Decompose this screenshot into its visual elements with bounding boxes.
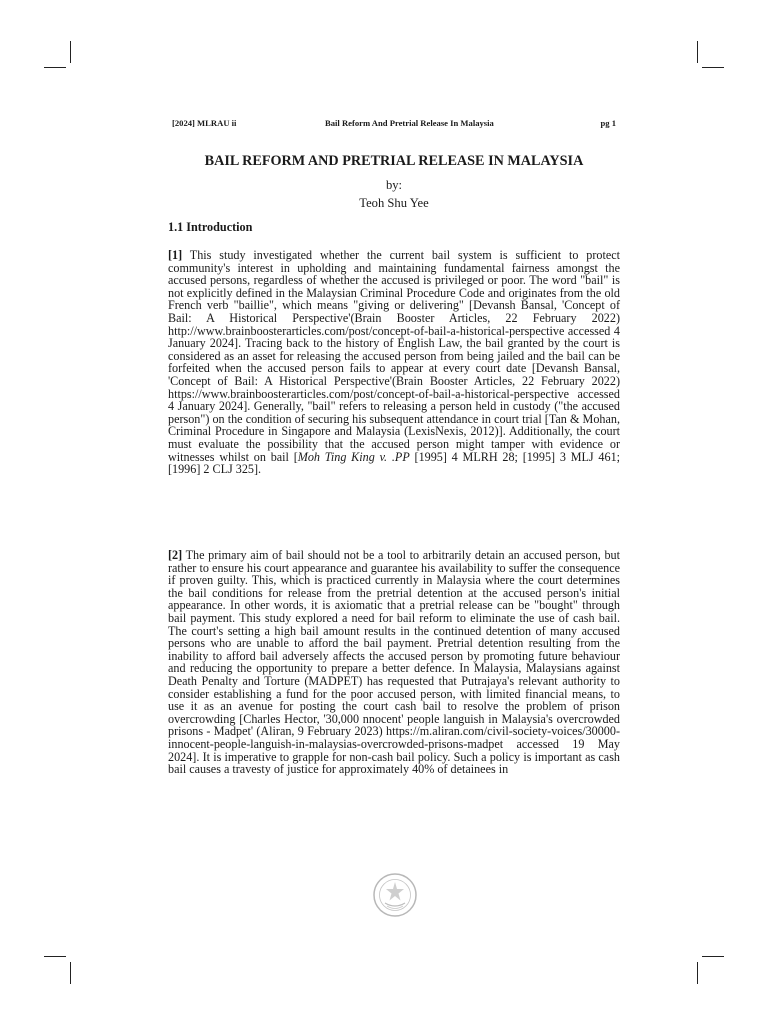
running-header (172, 118, 616, 132)
court-seal-icon (372, 872, 418, 918)
paragraph-text-end: [1995] 4 MLRH 28; [1995] 3 MLJ 461; [1996] 2 CLJ 325]. (168, 449, 621, 477)
section-heading: 1.1 Introduction (168, 220, 253, 234)
crop-mark-bottom-left-h (44, 956, 66, 957)
case-citation-name: Moh Ting King v. .PP (297, 449, 410, 464)
paragraph-text: This study investigated whether the current bail system is sufficient to protect community's interest in upholding and maintaining fundamental fairness amongst the accused persons, regardless of whether the accused is privileged or poor. The word "bail" is not explicitly defined in the Malaysian Criminal Procedure Code and originates from the old French verb "baillie", which means "giving or delivering" [Devansh Bansal, 'Concept of Bail: A Historical Perspective'(Brain Booster Articles, 22 February 2022) http://www.brainboosterarticles.com/post/concept-of-bail-a-historical-perspective accessed 4 January 2024]. Tracing back to the history of English Law, the bail granted by the court is considered as an asset for releasing the accused person from being jailed and the bail can be forfeited when the accused person fails to appear at every court date [Devansh Bansal, 'Concept of Bail: A Historical Perspective'(Brain Booster Articles, 22 February 2022) https://www.brainboosterarticles.com/post/concept-of-bail-a-historical-perspective accessed 4 January 2024]. Generally, "bail" refers to releasing a person held in custody ("the accused person") on the condition of securing his subsequent attendance in court trial [Tan & Mohan, Criminal Procedure in Singapore and Malaysia (LexisNexis, 2012)]. Additionally, the court must evaluate the possibility that the accused person might tamper with evidence or witnesses whilst on bail [ (168, 248, 620, 464)
crop-mark-top-left-h (44, 67, 66, 68)
header-title: Bail Reform And Pretrial Release In Malaysia (325, 118, 494, 128)
article-title: BAIL REFORM AND PRETRIAL RELEASE IN MALAYSIA (204, 153, 584, 169)
paragraph-number: [1] (168, 248, 183, 262)
crop-mark-top-left-v (70, 41, 71, 63)
crop-mark-bottom-right-v (697, 962, 698, 984)
paragraph-text: The primary aim of bail should not be a tool to arbitrarily detain an accused person, but rather to ensure his court appearance and guarantee his availability to suffer the consequence if proven guilty. This, which is practiced currently in Malaysia where the court determines the bail conditions for release from the pretrial detention at the accused person's initial appearance. In other words, it is axiomatic that a pretrial release can be "bought" through bail payment. This study explored a need for bail reform to eliminate the use of cash bail. The court's setting a high bail amount results in the continued detention of many accused persons who are unable to afford the bail payment. Pretrial detention resulting from the inability to afford bail adversely affects the accused person by promoting future behaviour and reducing the opportunity to prepare a better defence. In Malaysia, Malaysians against Death Penalty and Torture (MADPET) has requested that Putrajaya's relevant authority to consider establishing a fund for the poor accused person, with limited financial means, to use it as an avenue for posting the court cash bail to resolve the problem of prison overcrowding [Charles Hector, '30,000 nnocent' people languish in Malaysia's overcrowded prisons - Madpet' (Aliran, 9 February 2023) https://m.aliran.com/civil-society-voices/30000-innocent-people-languish-in-malaysias-overcrowded-prisons-madpet accessed 19 May 2024]. It is imperative to grapple for non-cash bail policy. Such a policy is important as cash bail causes a travesty of justice for approximately 40% of detainees in (168, 548, 620, 777)
crop-mark-top-right-v (697, 41, 698, 63)
crop-mark-bottom-left-v (70, 962, 71, 984)
crop-mark-bottom-right-h (702, 956, 724, 957)
author-name: Teoh Shu Yee (359, 196, 429, 210)
header-citation: [2024] MLRAU ii (172, 118, 237, 128)
header-page-number: pg 1 (600, 118, 616, 128)
paragraph-2 (168, 549, 620, 776)
crop-mark-top-right-h (702, 67, 724, 68)
byline-label: by: (385, 178, 403, 192)
paragraph-number: [2] (168, 548, 183, 562)
paragraph-1 (168, 249, 620, 476)
